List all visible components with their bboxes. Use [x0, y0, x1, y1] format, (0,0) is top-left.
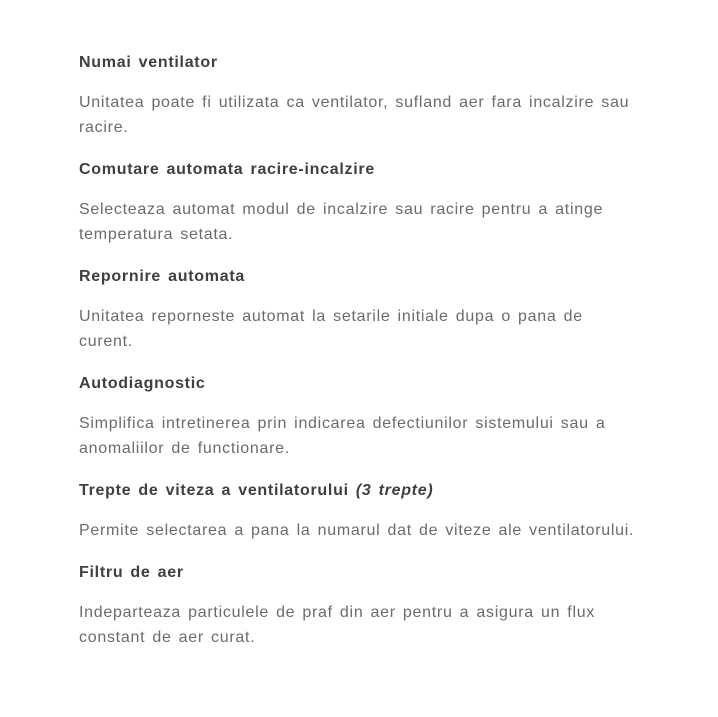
section-paragraph — [79, 197, 678, 247]
section-paragraph — [79, 518, 678, 543]
section-numai-ventilator — [79, 50, 678, 140]
paragraph-line: Unitatea poate fi utilizata ca ventilator, sufland aer fara incalzire sau — [79, 94, 630, 111]
section-heading-text: Filtru de aer — [79, 564, 184, 581]
paragraph-line: curent. — [79, 333, 133, 350]
section-paragraph — [79, 411, 678, 461]
section-heading-text: Numai ventilator — [79, 54, 218, 71]
paragraph-line: anomaliilor de functionare. — [79, 440, 290, 457]
paragraph-line: Simplifica intretinerea prin indicarea defectiunilor sistemului sau a — [79, 415, 606, 432]
paragraph-line: Unitatea reporneste automat la setarile initiale dupa o pana de — [79, 308, 583, 325]
paragraph-line: racire. — [79, 119, 129, 136]
section-repornire-automata — [79, 264, 678, 354]
section-autodiagnostic — [79, 371, 678, 461]
section-comutare-automata — [79, 157, 678, 247]
section-heading — [79, 264, 678, 289]
section-heading — [79, 371, 678, 396]
paragraph-line: Permite selectarea a pana la numarul dat de viteze ale ventilatorului. — [79, 522, 635, 539]
section-heading-text: Comutare automata racire-incalzire — [79, 161, 375, 178]
paragraph-line: Indeparteaza particulele de praf din aer pentru a asigura un flux — [79, 604, 596, 621]
section-heading-text: Autodiagnostic — [79, 375, 206, 392]
paragraph-line: Selecteaza automat modul de incalzire sau racire pentru a atinge — [79, 201, 604, 218]
section-paragraph — [79, 600, 678, 650]
section-paragraph — [79, 90, 678, 140]
section-heading-italic-suffix: (3 trepte) — [355, 482, 434, 499]
section-heading — [79, 157, 678, 182]
section-trepte-viteza — [79, 478, 678, 543]
paragraph-line: temperatura setata. — [79, 226, 234, 243]
section-paragraph — [79, 304, 678, 354]
section-heading — [79, 560, 678, 585]
section-heading-text: Trepte de viteza a ventilatorului — [79, 482, 349, 499]
section-heading-text: Repornire automata — [79, 268, 246, 285]
section-heading — [79, 50, 678, 75]
paragraph-line: constant de aer curat. — [79, 629, 256, 646]
section-filtru-de-aer — [79, 560, 678, 650]
section-heading — [79, 478, 678, 503]
